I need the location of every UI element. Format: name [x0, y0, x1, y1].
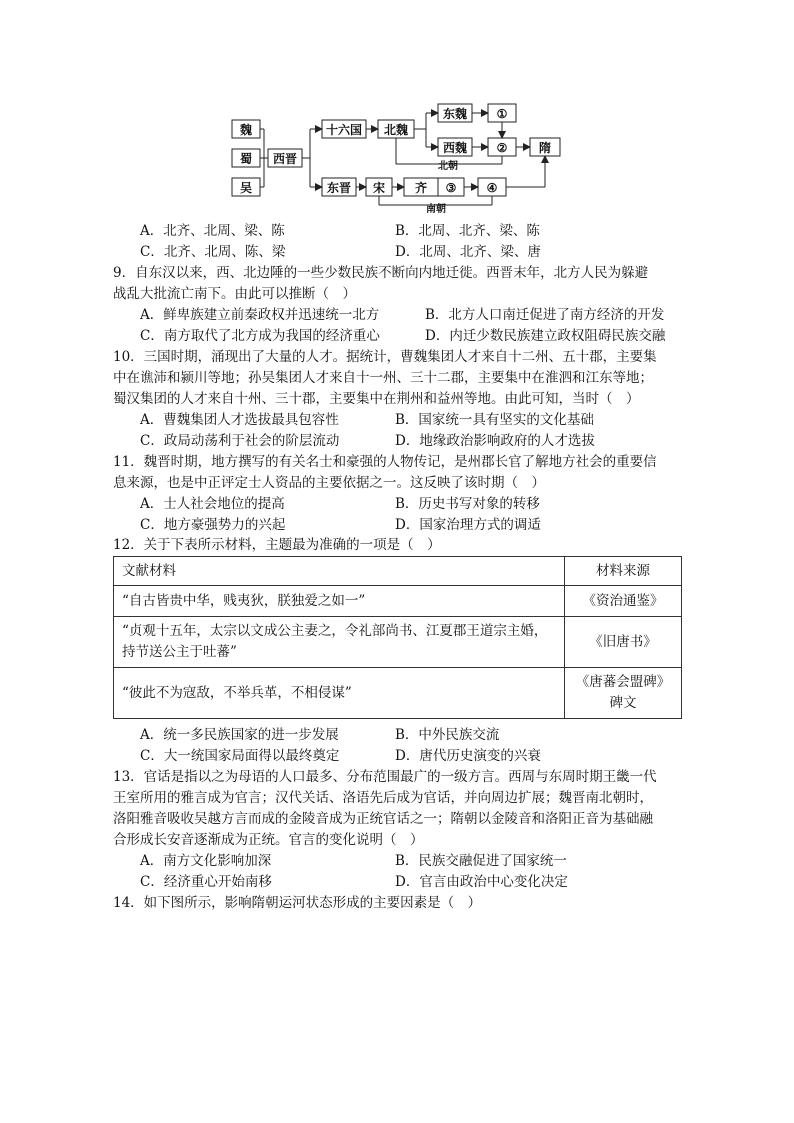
- node-shiliuguo: 十六国: [325, 123, 363, 137]
- dynasty-diagram: [226, 102, 566, 214]
- node-song: 宋: [372, 181, 386, 195]
- node-shu: 蜀: [239, 152, 253, 166]
- table-cell-source: 《资治通鉴》: [565, 586, 682, 617]
- q9-option-d: D．内迁少数民族建立政权阻碍民族交融: [425, 328, 666, 344]
- node-wu: 吴: [239, 181, 253, 195]
- q12-option-a: A．统一多民族国家的进一步发展: [140, 727, 339, 743]
- node-dongwei: 东魏: [442, 107, 468, 121]
- q14-stem: 14．如下图所示，影响隋朝运河状态形成的主要因素是（ ）: [113, 895, 482, 911]
- q12-option-c: C．大一统国家局面得以最终奠定: [140, 748, 340, 764]
- q9-stem-line2: 战乱大批流亡南下。由此可以推断（ ）: [113, 286, 356, 302]
- q13-stem-line1: 13．官话是指以之为母语的人口最多、分布范围最广的一级方言。西周与东周时期王畿一代: [113, 769, 657, 785]
- q11-option-c: C．地方豪强势力的兴起: [140, 517, 286, 533]
- q12-stem: 12．关于下表所示材料，主题最为准确的一项是（ ）: [113, 537, 441, 553]
- q12-option-b: B．中外民族交流: [395, 727, 500, 743]
- node-blank-2: ②: [496, 141, 508, 155]
- q8-option-c: C．北齐、北周、陈、梁: [140, 244, 286, 260]
- table-cell-material: “自古皆贵中华，贱夷狄，朕独爱之如一”: [114, 586, 565, 617]
- table-row: [114, 668, 682, 719]
- q10-option-c: C．政局动荡利于社会的阶层流动: [140, 433, 340, 449]
- table-cell-source: 《旧唐书》: [565, 617, 682, 668]
- q10-option-b: B．国家统一具有坚实的文化基础: [395, 412, 594, 428]
- q13-stem-line2: 王室所用的雅言成为官言；汉代关话、洛语先后成为官话，并向周边扩展；魏晋南北朝时，: [113, 790, 653, 806]
- table-header-source: 材料来源: [565, 557, 682, 586]
- q11-option-d: D．国家治理方式的调适: [395, 517, 541, 533]
- node-xiwei: 西魏: [442, 141, 468, 155]
- node-dongjin: 东晋: [326, 181, 352, 195]
- q11-stem-line2: 息来源，也是中正评定士人资品的主要依据之一。这反映了该时期（ ）: [113, 475, 545, 491]
- q13-option-a: A．南方文化影响加深: [140, 853, 272, 869]
- node-wei: 魏: [239, 123, 253, 137]
- q8-option-b: B．北周、北齐、梁、陈: [395, 223, 540, 239]
- table-row: [114, 617, 682, 668]
- q10-stem-line3: 蜀汉集团的人才来自十州、三十郡，主要集中在荆州和益州等地。由此可知，当时（ ）: [113, 391, 640, 407]
- q10-stem-line2: 中在谯沛和颍川等地；孙吴集团人才来自十一州、三十二郡，主要集中在淮泗和江东等地；: [113, 370, 653, 386]
- node-blank-4: ④: [486, 181, 498, 195]
- q9-stem-line1: 9．自东汉以来，西、北边陲的一些少数民族不断向内地迁徙。西晋末年，北方人民为躲避: [113, 265, 649, 281]
- q11-stem-line1: 11．魏晋时期，地方撰写的有关名士和豪强的人物传记，是州郡长官了解地方社会的重要信: [113, 454, 657, 470]
- table-row: [114, 586, 682, 617]
- q8-option-a: A．北齐、北周、梁、陈: [140, 223, 285, 239]
- node-sui: 隋: [538, 141, 552, 155]
- q9-option-a: A．鲜卑族建立前秦政权并迅速统一北方: [140, 307, 380, 323]
- node-qi: 齐: [414, 181, 428, 195]
- node-xijin: 西晋: [272, 152, 298, 166]
- q8-option-d: D．北周、北齐、梁、唐: [395, 244, 541, 260]
- table-cell-material: “彼此不为寇敌，不举兵革，不相侵谋”: [114, 668, 565, 719]
- q13-stem-line4: 合形成长安音逐渐成为正统。官言的变化说明（ ）: [113, 832, 424, 848]
- table-cell-source: 《唐蕃会盟碑》碑文: [565, 668, 682, 719]
- node-beiwei: 北魏: [383, 123, 409, 137]
- table-cell-material: “贞观十五年，太宗以文成公主妻之，令礼部尚书、江夏郡王道宗主婚，持节送公主于吐蕃”: [114, 617, 565, 668]
- q11-option-b: B．历史书写对象的转移: [395, 496, 540, 512]
- q10-option-d: D．地缘政治影响政府的人才选拔: [395, 433, 595, 449]
- label-nanchao: 南朝: [426, 204, 446, 214]
- node-blank-1: ①: [496, 107, 508, 121]
- label-beichao: 北朝: [438, 161, 458, 172]
- q12-table: [113, 556, 682, 719]
- q9-option-b: B．北方人口南迁促进了南方经济的开发: [425, 307, 665, 323]
- q12-option-d: D．唐代历史演变的兴衰: [395, 748, 541, 764]
- q10-stem-line1: 10．三国时期，涌现出了大量的人才。据统计，曹魏集团人才来自十二州、五十郡，主要集: [113, 349, 657, 365]
- q9-option-c: C．南方取代了北方成为我国的经济重心: [140, 328, 380, 344]
- table-header-material: 文献材料: [114, 557, 565, 586]
- q10-option-a: A．曹魏集团人才选拔最具包容性: [140, 412, 339, 428]
- q13-option-c: C．经济重心开始南移: [140, 874, 272, 890]
- table-header-row: [114, 557, 682, 586]
- q13-option-b: B．民族交融促进了国家统一: [395, 853, 567, 869]
- q13-stem-line3: 洛阳雅音吸收吴越方言而成的金陵音成为正统官话之一；隋朝以金陵音和洛阳正音为基础融: [113, 811, 653, 827]
- q13-option-d: D．官言由政治中心变化决定: [395, 874, 568, 890]
- node-blank-3: ③: [445, 181, 457, 195]
- q11-option-a: A．士人社会地位的提高: [140, 496, 285, 512]
